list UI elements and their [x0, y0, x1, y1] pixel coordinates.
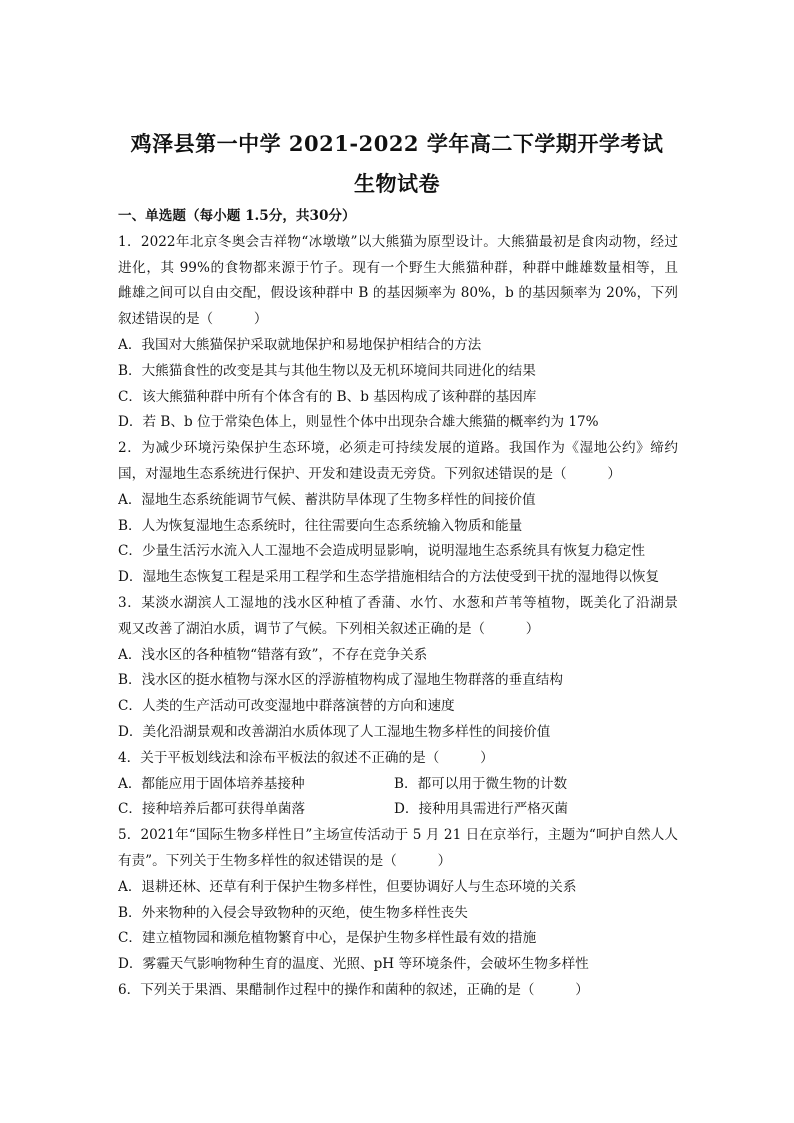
question-stem-line: 进化，其 99%的食物都来源于竹子。现有一个野生大熊猫种群，种群中雌雄数量相等，且 [118, 259, 678, 276]
question-1 [118, 230, 678, 436]
question-stem-line: 有责”。下列关于生物多样性的叙述错误的是（ ） [118, 852, 452, 869]
option-a: A．我国对大熊猫保护采取就地保护和易地保护相结合的方法 [118, 336, 482, 353]
option-c: C．该大熊猫种群中所有个体含有的 B、b 基因构成了该种群的基因库 [118, 388, 537, 405]
option-row [118, 772, 678, 798]
option-a: A．都能应用于固体培养基接种 [118, 775, 305, 792]
option-a: A．退耕还林、还草有利于保护生物多样性，但要协调好人与生态环境的关系 [118, 878, 577, 895]
option-d: D．接种用具需进行严格灭菌 [394, 801, 569, 818]
question-stem-line: 3．某淡水湖滨人工湿地的浅水区种植了香蒲、水竹、水葱和芦苇等植物，既美化了沿湖景 [118, 594, 678, 611]
question-stem-line: 国，对湿地生态系统进行保护、开发和建设责无旁贷。下列叙述错误的是（ ） [118, 465, 621, 482]
option-b: B．都可以用于微生物的计数 [394, 775, 568, 792]
option-d: D．若 B、b 位于常染色体上，则显性个体中出现杂合雄大熊猫的概率约为 17% [118, 414, 599, 431]
option-b: B．浅水区的挺水植物与深水区的浮游植物构成了湿地生物群落的垂直结构 [118, 672, 563, 689]
option-c: C．人类的生产活动可改变湿地中群落演替的方向和速度 [118, 698, 455, 715]
question-stem-line: 6．下列关于果酒、果醋制作过程中的操作和菌种的叙述，正确的是（ ） [118, 981, 589, 998]
question-stem-line: 雌雄之间可以自由交配，假设该种群中 B 的基因频率为 80%，b 的基因频率为 20%，下列 [118, 285, 678, 302]
question-stem-line: 1．2022年北京冬奥会吉祥物“冰墩墩”以大熊猫为原型设计。大熊猫最初是食肉动物，经过 [118, 233, 678, 250]
question-stem-line: 5．2021年“国际生物多样性日”主场宣传活动于 5 月 21 日在京举行，主题为“呵护自然人人 [118, 827, 678, 844]
exam-title: 鸡泽县第一中学 2021-2022 学年高二下学期开学考试 [130, 131, 664, 156]
option-d: D．美化沿湖景观和改善湖泊水质体现了人工湿地生物多样性的间接价值 [118, 723, 551, 740]
question-stem-line: 4．关于平板划线法和涂布平板法的叙述不正确的是（ ） [118, 749, 494, 766]
exam-subtitle: 生物试卷 [354, 171, 440, 196]
option-c: C．建立植物园和濒危植物繁育中心，是保护生物多样性最有效的措施 [118, 930, 537, 947]
option-d: D．湿地生态恢复工程是采用工程学和生态学措施相结合的方法使受到干扰的湿地得以恢复 [118, 569, 660, 586]
question-3 [118, 591, 678, 746]
option-row [118, 797, 678, 823]
section-heading: 一、单选题（每小题 1.5分，共30分） [118, 208, 356, 224]
option-c: C．少量生活污水流入人工湿地不会造成明显影响，说明湿地生态系统具有恢复力稳定性 [118, 543, 645, 560]
question-stem-line: 2．为减少环境污染保护生态环境，必须走可持续发展的道路。我国作为《湿地公约》缔约 [118, 440, 678, 457]
question-2 [118, 436, 678, 591]
option-c: C．接种培养后都可获得单菌落 [118, 801, 306, 818]
option-b: B．人为恢复湿地生态系统时，往往需要向生态系统输入物质和能量 [118, 517, 523, 534]
option-b: B．大熊猫食性的改变是其与其他生物以及无机环境间共同进化的结果 [118, 362, 536, 379]
question-stem-line: 观又改善了湖泊水质，调节了气候。下列相关叙述正确的是（ ） [118, 620, 540, 637]
question-4 [118, 746, 678, 823]
question-stem-line: 叙述错误的是（ ） [118, 311, 268, 328]
option-a: A．湿地生态系统能调节气候、蓄洪防旱体现了生物多样性的间接价值 [118, 491, 536, 508]
question-6 [118, 978, 678, 1004]
option-b: B．外来物种的入侵会导致物种的灭绝，使生物多样性丧失 [118, 904, 468, 921]
question-5 [118, 823, 678, 978]
option-a: A．浅水区的各种植物“错落有致”，不存在竞争关系 [118, 646, 428, 663]
exam-content [118, 204, 678, 1004]
option-d: D．雾霾天气影响物种生育的温度、光照、pH 等环境条件，会破坏生物多样性 [118, 956, 589, 973]
